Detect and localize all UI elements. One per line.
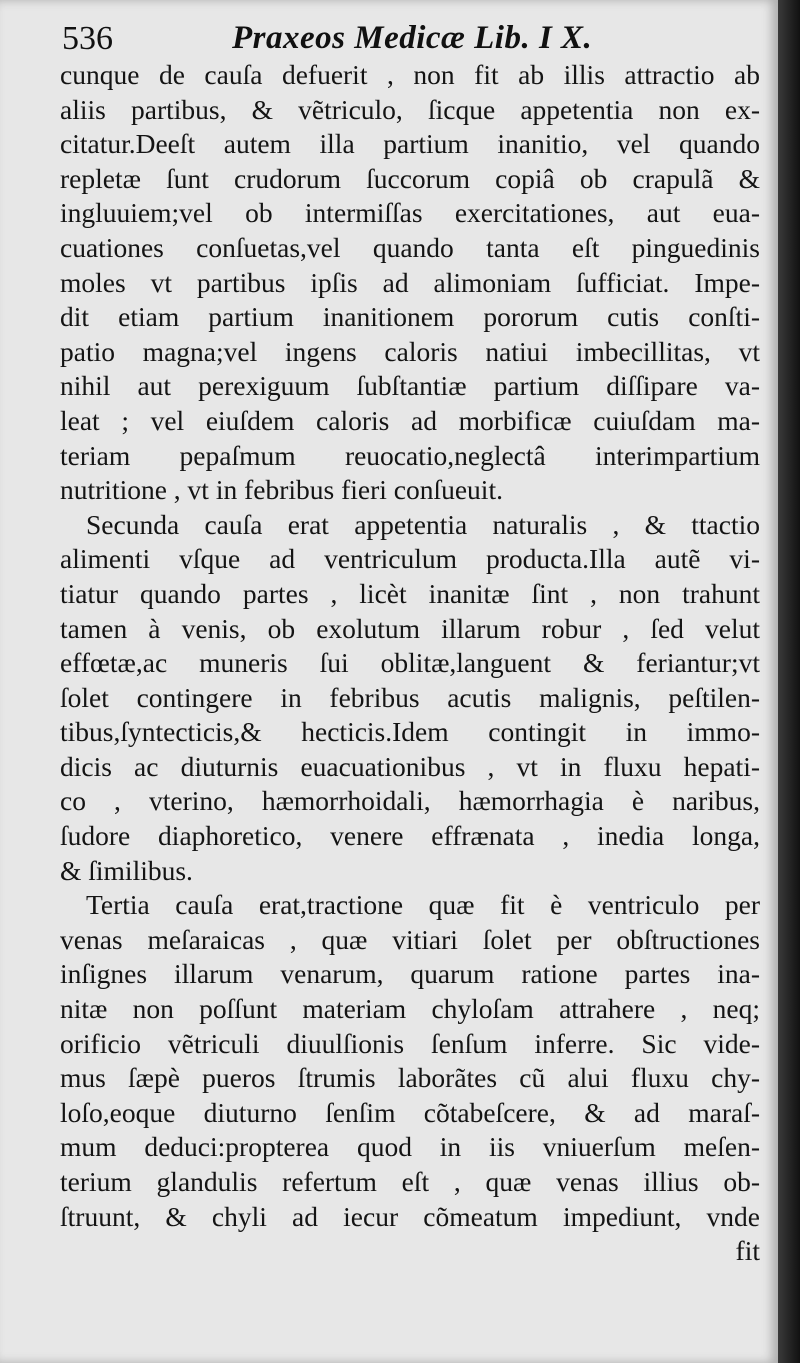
text-line: mus ſæpè pueros ſtrumis laborãtes cũ alui fluxu chy-: [60, 1062, 760, 1094]
text-line: orificio vẽtriculi diuulſionis ſenſum inferre. Sic vide-: [60, 1027, 760, 1059]
paragraph-start-line: Secunda cauſa erat appetentia naturalis , & ttactio: [86, 508, 760, 540]
text-line: mum deduci:propterea quod in iis vniuerſum meſen-: [60, 1131, 760, 1163]
text-line: nitæ non poſſunt materiam chyloſam attrahere , neq;: [60, 993, 760, 1025]
text-line: & ſimilibus.: [60, 854, 193, 886]
page-number: 536: [62, 20, 113, 57]
text-line: dit etiam partium inanitionem pororum cutis conſti-: [60, 301, 760, 333]
text-line: inſignes illarum venarum, quarum ratione partes ina-: [60, 958, 760, 990]
page-edge-shadow: [778, 0, 800, 1363]
text-line: loſo,eoque diuturno ſenſim cõtabeſcere, & ad maraſ-: [60, 1096, 760, 1128]
text-line: tiatur quando partes , licèt inanitæ ſint , non trahunt: [60, 577, 760, 609]
text-line: tamen à venis, ob exolutum illarum robur , ſed velut: [60, 612, 760, 644]
text-line: aliis partibus, & vẽtriculo, ſicque appetentia non ex-: [60, 93, 760, 125]
catchword: fit: [735, 1235, 760, 1267]
text-line: moles vt partibus ipſis ad alimoniam ſufficiat. Impe-: [60, 266, 760, 298]
text-line: nihil aut perexiguum ſubſtantiæ partium diſſipare va-: [60, 370, 760, 402]
running-title: Praxeos Medicæ Lib. I X.: [232, 20, 593, 56]
text-line: teriam pepaſmum reuocatio,neglectâ interimpartium: [60, 439, 760, 471]
text-line: patio magna;vel ingens caloris natiui imbecillitas, vt: [60, 335, 760, 367]
text-line: ingluuiem;vel ob intermiſſas exercitationes, aut eua-: [60, 197, 760, 229]
text-line: ſudore diaphoretico, venere effrænata , inedia longa,: [60, 820, 760, 852]
text-line: terium glandulis refertum eſt , quæ venas illius ob-: [60, 1166, 760, 1197]
paragraph-start-line: Tertia cauſa erat,tractione quæ fit è ventriculo per: [86, 889, 760, 921]
text-line: citatur.Deeſt autem illa partium inanitio, vel quando: [60, 128, 760, 160]
text-line: repletæ ſunt crudorum ſuccorum copiâ ob crapulã &: [60, 162, 760, 194]
body-text: [60, 58, 760, 1269]
text-line: leat ; vel eiuſdem caloris ad morbificæ cuiuſdam ma-: [60, 404, 760, 436]
text-line: tibus,ſynteсticis,& hecticis.Idem contingit in immo-: [60, 716, 760, 748]
text-line: ſtruunt, & chyli ad iecur cõmeatum impediunt, vnde: [60, 1200, 760, 1232]
text-line: dicis ac diuturnis euacuationibus , vt in fluxu hepati-: [60, 750, 760, 782]
text-line: alimenti vſque ad ventriculum producta.Illa autẽ vi-: [60, 543, 760, 575]
text-line: nutritione , vt in febribus fieri conſueuit.: [60, 474, 503, 506]
text-line: co , vterino, hæmorrhoidali, hæmorrhagia è naribus,: [60, 785, 760, 817]
page-header: [62, 18, 702, 58]
text-line: ſolet contingere in febribus acutis malignis, peſtilen-: [60, 681, 760, 713]
text-line: cuationes conſuetas,vel quando tanta eſt pinguedinis: [60, 231, 760, 263]
text-line: cunque de cauſa defuerit , non fit ab illis attractio ab: [60, 59, 760, 90]
text-line: effœtæ,ac muneris ſui oblitæ,languent & feriantur;vt: [60, 647, 760, 679]
text-line: venas meſaraicas , quæ vitiari ſolet per obſtructiones: [60, 923, 760, 955]
